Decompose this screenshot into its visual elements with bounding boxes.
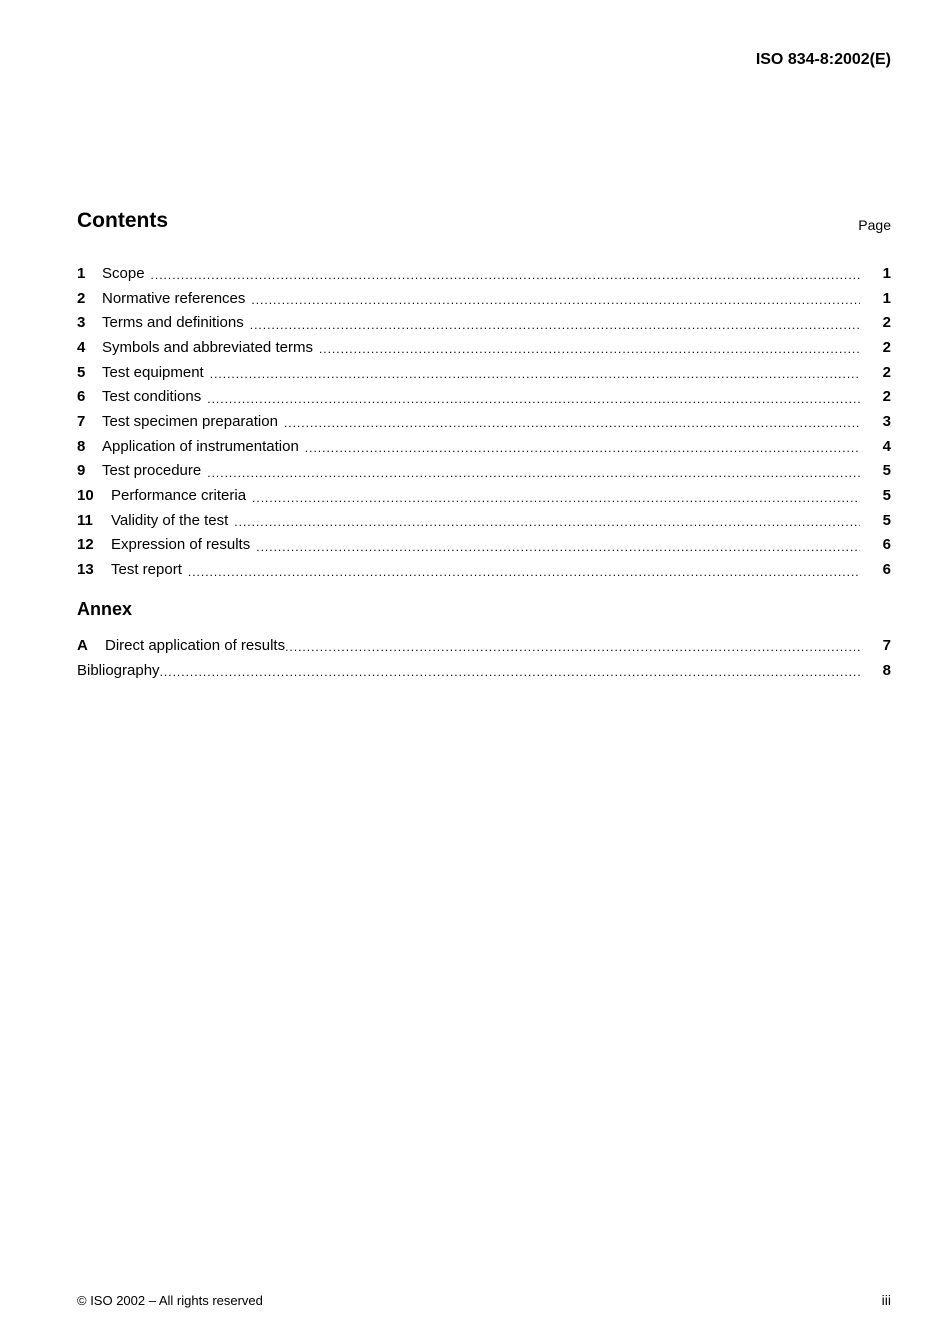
bibliography-title: Bibliography: [77, 661, 160, 679]
toc-entry-page: 5: [882, 462, 891, 480]
toc-entry-page: 2: [882, 314, 891, 332]
toc-entry-page: 1: [882, 264, 891, 282]
contents-header: [77, 209, 891, 239]
dot-leader: [207, 466, 860, 480]
toc-entry-number: 5: [77, 363, 86, 381]
toc-entry-title: Symbols and abbreviated terms: [102, 338, 313, 356]
toc-entry-6[interactable]: [77, 384, 891, 409]
toc-entry-title: Validity of the test: [111, 511, 229, 529]
toc-entry-title: Terms and definitions: [102, 314, 244, 332]
toc-entry-number: 3: [77, 314, 86, 332]
toc-entry-title: Application of instrumentation: [102, 437, 299, 455]
toc-entry-page: 2: [882, 338, 891, 356]
footer-page-number: iii: [881, 1292, 891, 1308]
dot-leader: [207, 392, 860, 406]
dot-leader: [160, 665, 860, 679]
table-of-contents: [77, 261, 891, 582]
toc-entry-page: 2: [882, 363, 891, 381]
page-column-label: Page: [858, 217, 891, 233]
footer-copyright: © ISO 2002 – All rights reserved: [77, 1293, 263, 1308]
toc-entry-2[interactable]: [77, 286, 891, 311]
annex-list: [77, 633, 891, 682]
dot-leader: [305, 441, 860, 455]
toc-entry-title: Test procedure: [102, 462, 202, 480]
annex-entry-page: 7: [882, 636, 891, 654]
toc-entry-title: Test specimen preparation: [102, 412, 278, 430]
dot-leader: [284, 416, 860, 430]
dot-leader: [285, 640, 860, 654]
annex-entry-title: Direct application of results: [105, 636, 286, 654]
dot-leader: [151, 268, 860, 282]
toc-entry-title: Scope: [102, 264, 145, 282]
toc-entry-13[interactable]: [77, 557, 891, 582]
toc-entry-number: 10: [77, 487, 94, 505]
contents-title: Contents: [77, 209, 168, 232]
dot-leader: [210, 367, 860, 381]
toc-entry-page: 2: [882, 388, 891, 406]
toc-entry-page: 5: [882, 487, 891, 505]
toc-entry-title: Test conditions: [102, 388, 202, 406]
toc-entry-page: 4: [882, 437, 891, 455]
annex-entry-a[interactable]: [77, 633, 891, 658]
annex-heading: Annex: [77, 599, 133, 619]
toc-entry-5[interactable]: [77, 360, 891, 385]
bibliography-entry[interactable]: [77, 658, 891, 683]
toc-entry-number: 4: [77, 338, 86, 356]
toc-entry-number: 12: [77, 536, 94, 554]
toc-entry-page: 3: [882, 412, 891, 430]
toc-entry-page: 1: [882, 289, 891, 307]
toc-entry-1[interactable]: [77, 261, 891, 286]
toc-entry-page: 6: [882, 536, 891, 554]
toc-entry-number: 7: [77, 412, 86, 430]
toc-entry-title: Test report: [111, 561, 182, 579]
toc-entry-title: Performance criteria: [111, 487, 247, 505]
toc-entry-10[interactable]: [77, 483, 891, 508]
toc-entry-number: 13: [77, 561, 94, 579]
toc-entry-title: Normative references: [102, 289, 246, 307]
toc-entry-12[interactable]: [77, 533, 891, 558]
toc-entry-number: 2: [77, 289, 86, 307]
toc-entry-number: 9: [77, 462, 86, 480]
toc-entry-11[interactable]: [77, 508, 891, 533]
toc-entry-title: Test equipment: [102, 363, 204, 381]
document-id: ISO 834-8:2002(E): [755, 51, 891, 68]
toc-entry-9[interactable]: [77, 459, 891, 484]
toc-entry-number: 6: [77, 388, 86, 406]
toc-entry-page: 6: [882, 561, 891, 579]
dot-leader: [250, 318, 860, 332]
toc-entry-3[interactable]: [77, 310, 891, 335]
dot-leader: [256, 540, 860, 554]
dot-leader: [252, 491, 860, 505]
toc-entry-title: Expression of results: [111, 536, 251, 554]
dot-leader: [234, 515, 860, 529]
dot-leader: [319, 342, 860, 356]
toc-entry-4[interactable]: [77, 335, 891, 360]
toc-entry-page: 5: [882, 511, 891, 529]
dot-leader: [188, 565, 860, 579]
dot-leader: [251, 293, 860, 307]
toc-entry-number: 8: [77, 437, 86, 455]
toc-entry-number: 1: [77, 264, 86, 282]
toc-entry-number: 11: [77, 511, 93, 529]
toc-entry-8[interactable]: [77, 434, 891, 459]
annex-entry-letter: A: [77, 636, 88, 654]
toc-entry-7[interactable]: [77, 409, 891, 434]
bibliography-page: 8: [882, 661, 891, 679]
